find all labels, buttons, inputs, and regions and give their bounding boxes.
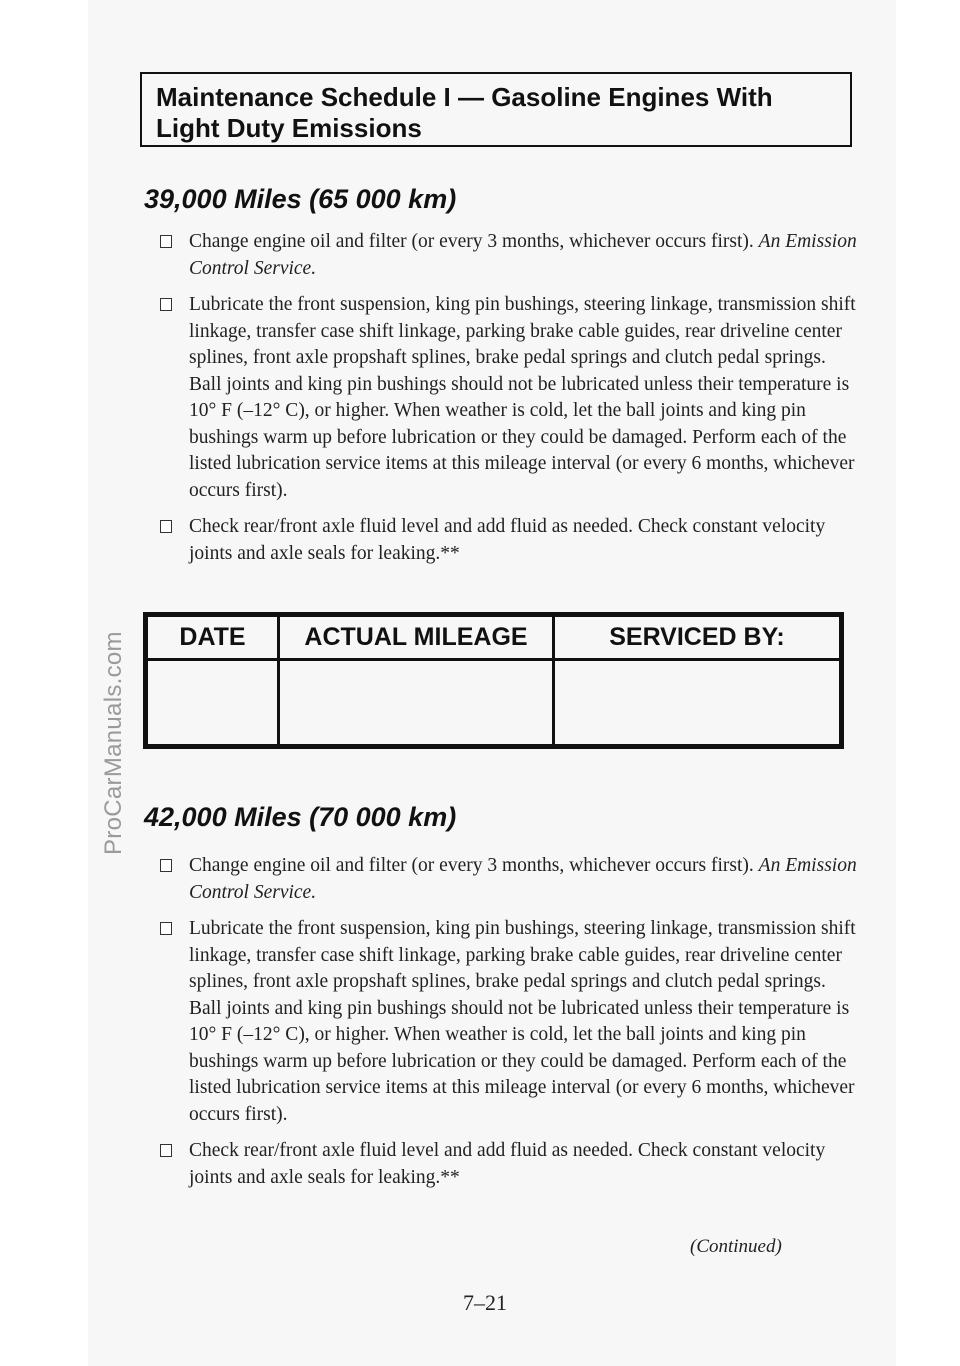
list-item	[160, 514, 860, 567]
checkbox-icon[interactable]	[160, 922, 172, 935]
checkbox-icon[interactable]	[160, 520, 172, 533]
checkbox-icon[interactable]	[160, 1144, 172, 1157]
section-title-42000: 42,000 Miles (70 000 km)	[144, 802, 457, 832]
date-header: DATE	[148, 617, 277, 661]
item-text: Check rear/front axle fluid level and add fluid as needed. Check constant velocity joints and axle seals for leaking.**	[189, 1140, 826, 1188]
service-record-table	[143, 612, 844, 749]
list-item	[160, 916, 860, 1128]
actual-mileage-column	[277, 617, 552, 744]
checkbox-icon[interactable]	[160, 235, 172, 248]
continued-note: (Continued)	[690, 1236, 782, 1257]
schedule-header-box	[140, 72, 852, 147]
item-text: Change engine oil and filter (or every 3 months, whichever occurs first).	[189, 855, 754, 876]
list-item	[160, 292, 860, 504]
serviced-by-header: SERVICED BY:	[555, 617, 839, 661]
section-items-39000	[160, 229, 860, 577]
item-text: Lubricate the front suspension, king pin bushings, steering linkage, transmission shift linkage, transfer case shift linkage, parking brake cable guides, rear driveline center splines, front axle propshaft splines, brake pedal springs and clutch pedal springs. Ball joints and king pin bushings should not be lubricated unless their temperature is 10° F (–12° C), or higher. When weather is cold, let the ball joints and king pin bushings warm up before lubrication or they could be damaged. Perform each of the listed lubrication service items at this mileage interval (or every 6 months, whichever occurs first).	[189, 294, 856, 501]
watermark: ProCarManuals.com	[100, 631, 127, 855]
section-items-42000	[160, 853, 860, 1201]
list-item	[160, 1138, 860, 1191]
section-title-39000: 39,000 Miles (65 000 km)	[144, 184, 457, 214]
item-note: An Emission Control Service.	[189, 231, 857, 279]
schedule-title: Maintenance Schedule I — Gasoline Engines With Light Duty Emissions	[156, 82, 773, 143]
checkbox-icon[interactable]	[160, 859, 172, 872]
list-item	[160, 853, 860, 906]
item-text: Change engine oil and filter (or every 3 months, whichever occurs first).	[189, 231, 754, 252]
page-number: 7–21	[463, 1290, 507, 1315]
item-text: Lubricate the front suspension, king pin bushings, steering linkage, transmission shift linkage, transfer case shift linkage, parking brake cable guides, rear driveline center splines, front axle propshaft splines, brake pedal springs and clutch pedal springs. Ball joints and king pin bushings should not be lubricated unless their temperature is 10° F (–12° C), or higher. When weather is cold, let the ball joints and king pin bushings warm up before lubrication or they could be damaged. Perform each of the listed lubrication service items at this mileage interval (or every 6 months, whichever occurs first).	[189, 918, 856, 1125]
checkbox-icon[interactable]	[160, 298, 172, 311]
date-column	[148, 617, 277, 744]
serviced-by-column	[552, 617, 839, 744]
item-text: Check rear/front axle fluid level and add fluid as needed. Check constant velocity joints and axle seals for leaking.**	[189, 516, 826, 564]
list-item	[160, 229, 860, 282]
item-note: An Emission Control Service.	[189, 855, 857, 903]
actual-mileage-header: ACTUAL MILEAGE	[280, 617, 552, 661]
